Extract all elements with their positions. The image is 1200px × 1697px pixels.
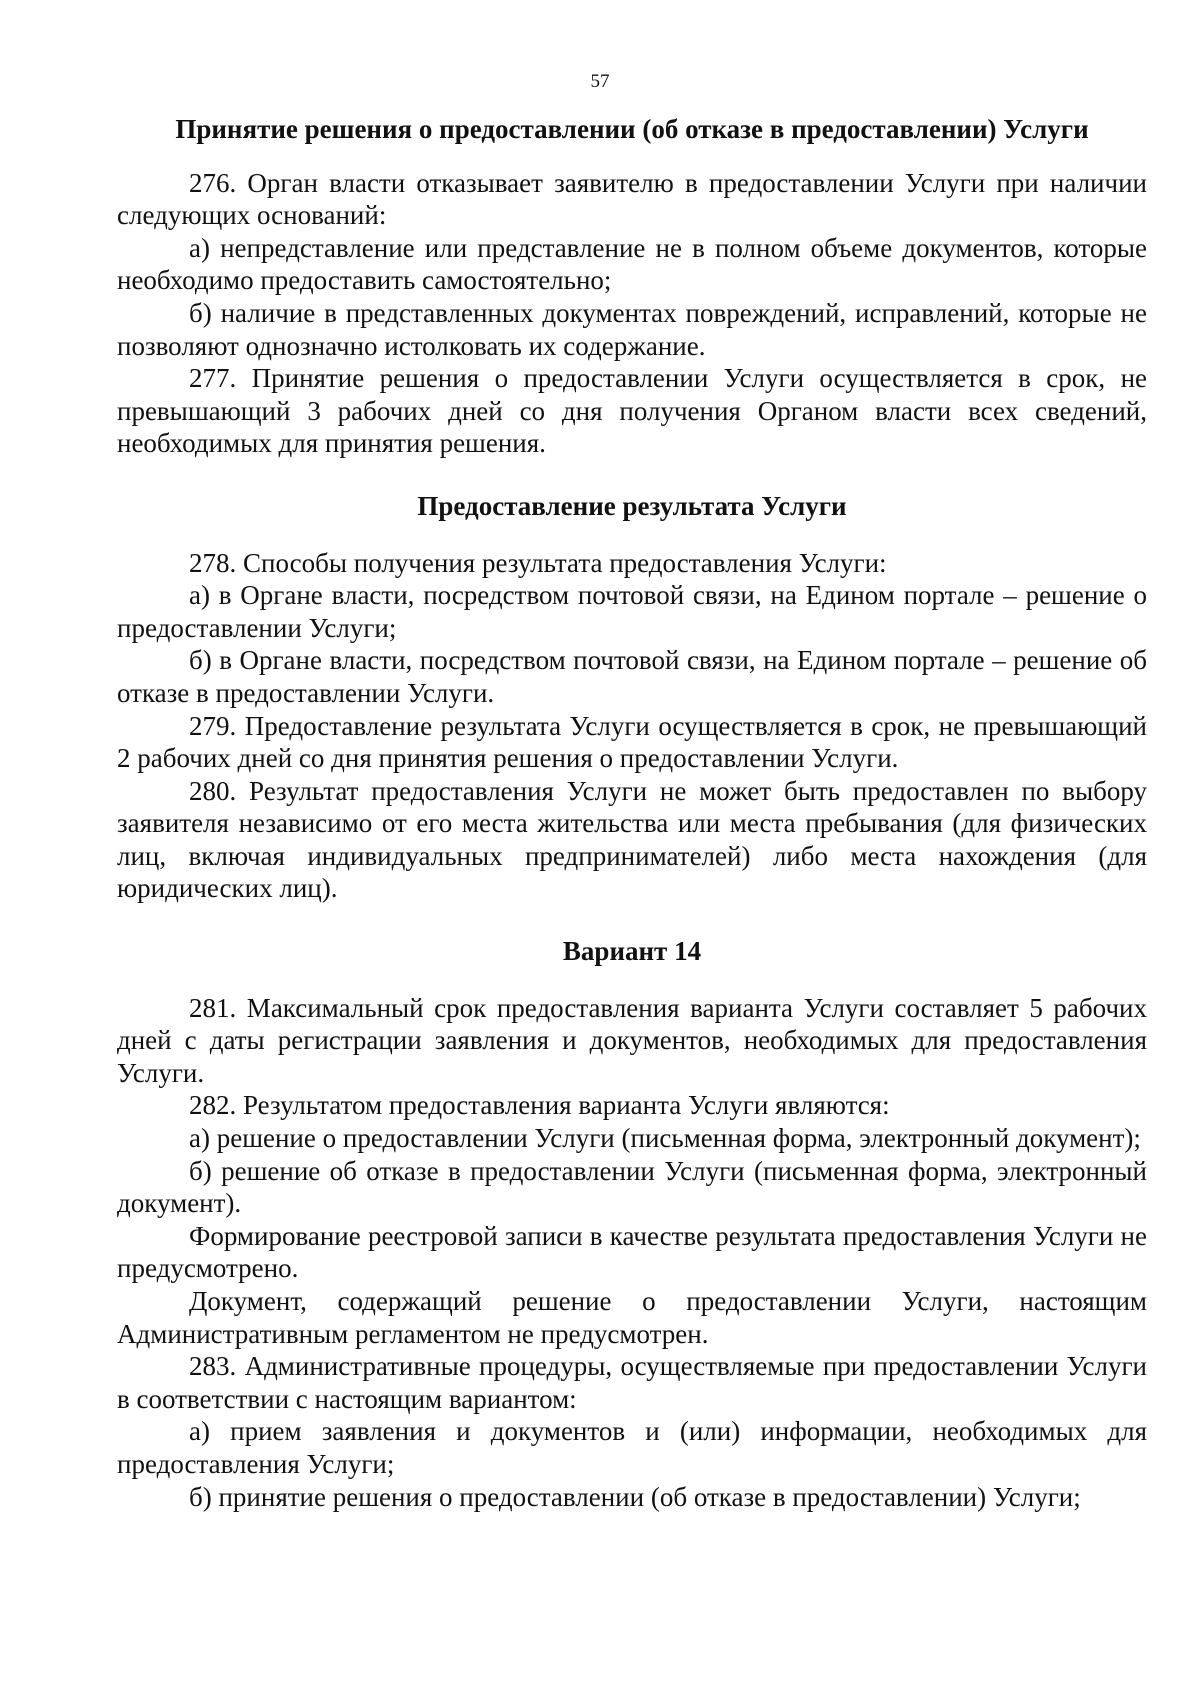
paragraph: 283. Административные процедуры, осуществляемые при предоставлении Услуги в соответствии с настоящим вариантом: [117, 1351, 1147, 1414]
paragraph: Документ, содержащий решение о предоставлении Услуги, настоящим Административным регламентом не предусмотрен. [117, 1286, 1147, 1349]
paragraph: Формирование реестровой записи в качестве результата предоставления Услуги не предусмотрено. [117, 1220, 1147, 1284]
paragraph: а) непредставление или представление не в полном объеме документов, которые необходимо предоставить самостоятельно; [117, 232, 1147, 296]
paragraph: а) решение о предоставлении Услуги (письменная форма, электронный документ); [189, 1123, 1141, 1154]
paragraph: 276. Орган власти отказывает заявителю в предоставлении Услуги при наличии следующих оснований: [117, 167, 1147, 231]
paragraph: б) решение об отказе в предоставлении Услуги (письменная форма, электронный документ). [117, 1155, 1147, 1219]
paragraph: 282. Результатом предоставления варианта Услуги являются: [189, 1090, 890, 1121]
paragraph: 279. Предоставление результата Услуги осуществляется в срок, не превышающий 2 рабочих дней со дня принятия решения о предоставлении Услуги. [117, 710, 1147, 774]
section-heading-result: Предоставление результата Услуги [417, 490, 847, 521]
paragraph: б) наличие в представленных документах повреждений, исправлений, которые не позволяют однозначно истолковать их содержание. [117, 297, 1147, 361]
paragraph: 281. Максимальный срок предоставления варианта Услуги составляет 5 рабочих дней с даты регистрации заявления и документов, необходимых для предоставления Услуги. [117, 992, 1147, 1088]
section-heading-variant: Вариант 14 [562, 936, 702, 967]
page-number: 57 [590, 71, 610, 92]
document-body [117, 113, 1147, 1513]
paragraph: 277. Принятие решения о предоставлении Услуги осуществляется в срок, не превышающий 3 рабочих дней со дня получения Органом власти всех сведений, необходимых для принятия решения. [117, 363, 1147, 459]
paragraph: б) принятие решения о предоставлении (об отказе в предоставлении) Услуги; [189, 1481, 1081, 1512]
paragraph: 278. Способы получения результата предоставления Услуги: [189, 547, 887, 578]
section-heading-decision: Принятие решения о предоставлении (об отказе в предоставлении) Услуги [175, 114, 1089, 144]
paragraph: а) в Органе власти, посредством почтовой связи, на Едином портале – решение о предоставлении Услуги; [117, 580, 1147, 643]
paragraph: а) прием заявления и документов и (или) информации, необходимых для предоставления Услуги; [117, 1416, 1147, 1479]
paragraph: 280. Результат предоставления Услуги не может быть предоставлен по выбору заявителя независимо от его места жительства или места пребывания (для физических лиц, включая индивидуальных предпринимателей) либо места нахождения (для юридических лиц). [117, 775, 1147, 904]
paragraph: б) в Органе власти, посредством почтовой связи, на Едином портале – решение об отказе в предоставлении Услуги. [117, 645, 1147, 708]
